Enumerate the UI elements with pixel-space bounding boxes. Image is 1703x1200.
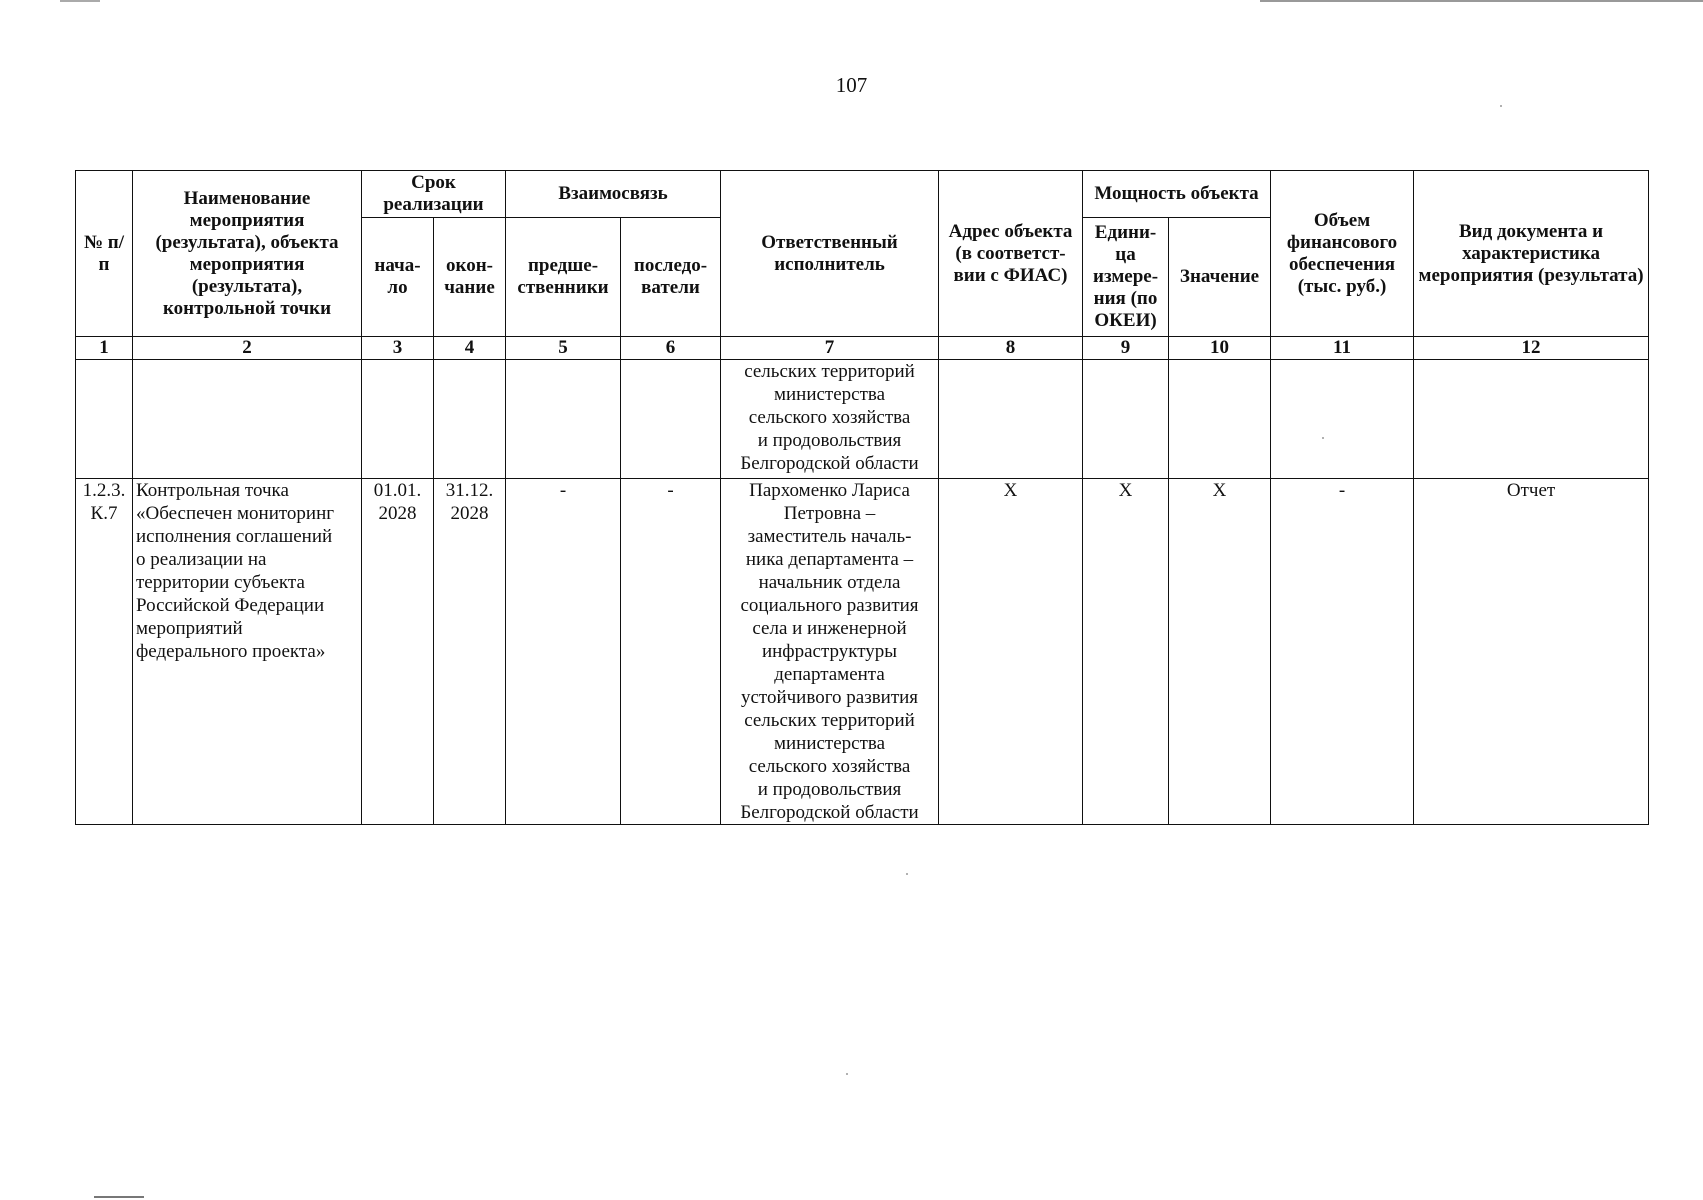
header-term-start: нача-ло <box>362 218 434 337</box>
header-link-next: последо-ватели <box>621 218 721 337</box>
empty-cell <box>1271 360 1414 479</box>
header-finance: Объем финансового обеспечения (тыс. руб.) <box>1271 171 1414 337</box>
row-start <box>362 479 434 825</box>
column-number: 3 <box>362 337 434 360</box>
header-address: Адрес объекта (в соответст-вии с ФИАС) <box>939 171 1083 337</box>
header-row-top <box>76 171 1649 218</box>
row-next: - <box>621 479 721 825</box>
empty-cell <box>939 360 1083 479</box>
row-end <box>434 479 506 825</box>
header-power: Мощность объекта <box>1083 171 1271 218</box>
row-prev: - <box>506 479 621 825</box>
scan-speck <box>846 1073 848 1075</box>
scan-edge-left <box>60 0 100 2</box>
empty-cell <box>621 360 721 479</box>
column-number: 10 <box>1169 337 1271 360</box>
empty-cell <box>506 360 621 479</box>
row-number <box>76 479 133 825</box>
scan-speck <box>1322 437 1324 439</box>
continuation-responsible <box>721 360 939 479</box>
header-term: Срок реализации <box>362 171 506 218</box>
row-number-text: 1.2.3. К.7 <box>82 480 126 524</box>
scan-foot-mark <box>94 1196 144 1198</box>
empty-cell <box>434 360 506 479</box>
row-unit: Х <box>1083 479 1169 825</box>
plan-table <box>75 170 1649 825</box>
header-name: Наименование мероприятия (результата), объекта мероприятия (результата), контрольной точки <box>133 171 362 337</box>
header-no: № п/п <box>76 171 133 337</box>
row-address: Х <box>939 479 1083 825</box>
continuation-responsible-text: сельских территорий министерства сельского хозяйства и продовольствия Белгородской области <box>740 361 919 474</box>
scan-speck <box>906 873 908 875</box>
header-document: Вид документа и характеристика мероприятия (результата) <box>1414 171 1649 337</box>
row-value: Х <box>1169 479 1271 825</box>
row-name-text: Контрольная точка «Обеспечен мониторинг исполнения соглашений о реализации на территории субъекта Российской Федерации мероприятий федерального проекта» <box>136 480 335 662</box>
scan-edge-right <box>1260 0 1703 2</box>
column-number: 8 <box>939 337 1083 360</box>
table-row <box>76 479 1649 825</box>
continuation-row <box>76 360 1649 479</box>
header-power-unit: Едини-ца измере-ния (по ОКЕИ) <box>1083 218 1169 337</box>
empty-cell <box>76 360 133 479</box>
column-number: 7 <box>721 337 939 360</box>
column-number: 11 <box>1271 337 1414 360</box>
header-term-end: окон-чание <box>434 218 506 337</box>
empty-cell <box>133 360 362 479</box>
page-number: 107 <box>835 73 868 97</box>
row-start-text: 01.01. 2028 <box>373 480 422 524</box>
row-finance: - <box>1271 479 1414 825</box>
row-responsible-text: Пархоменко Лариса Петровна – заместитель началь- ника департамента – начальник отдела социального развития села и инженерной инфраструктуры департамента устойчивого развития сельских территорий министерства сельского хозяйства и продовольствия Белгородской области <box>740 480 919 823</box>
header-link: Взаимосвязь <box>506 171 721 218</box>
row-responsible <box>721 479 939 825</box>
scan-speck <box>1500 105 1502 107</box>
row-end-text: 31.12. 2028 <box>445 480 494 524</box>
column-number: 2 <box>133 337 362 360</box>
empty-cell <box>1169 360 1271 479</box>
header-power-value: Значение <box>1169 218 1271 337</box>
row-name <box>133 479 362 825</box>
column-number: 1 <box>76 337 133 360</box>
column-number: 6 <box>621 337 721 360</box>
header-link-prev: предше-ственники <box>506 218 621 337</box>
column-number: 4 <box>434 337 506 360</box>
column-number: 5 <box>506 337 621 360</box>
header-responsible: Ответственный исполнитель <box>721 171 939 337</box>
empty-cell <box>1414 360 1649 479</box>
row-document: Отчет <box>1414 479 1649 825</box>
empty-cell <box>1083 360 1169 479</box>
empty-cell <box>362 360 434 479</box>
column-number-row <box>76 337 1649 360</box>
column-number: 12 <box>1414 337 1649 360</box>
column-number: 9 <box>1083 337 1169 360</box>
